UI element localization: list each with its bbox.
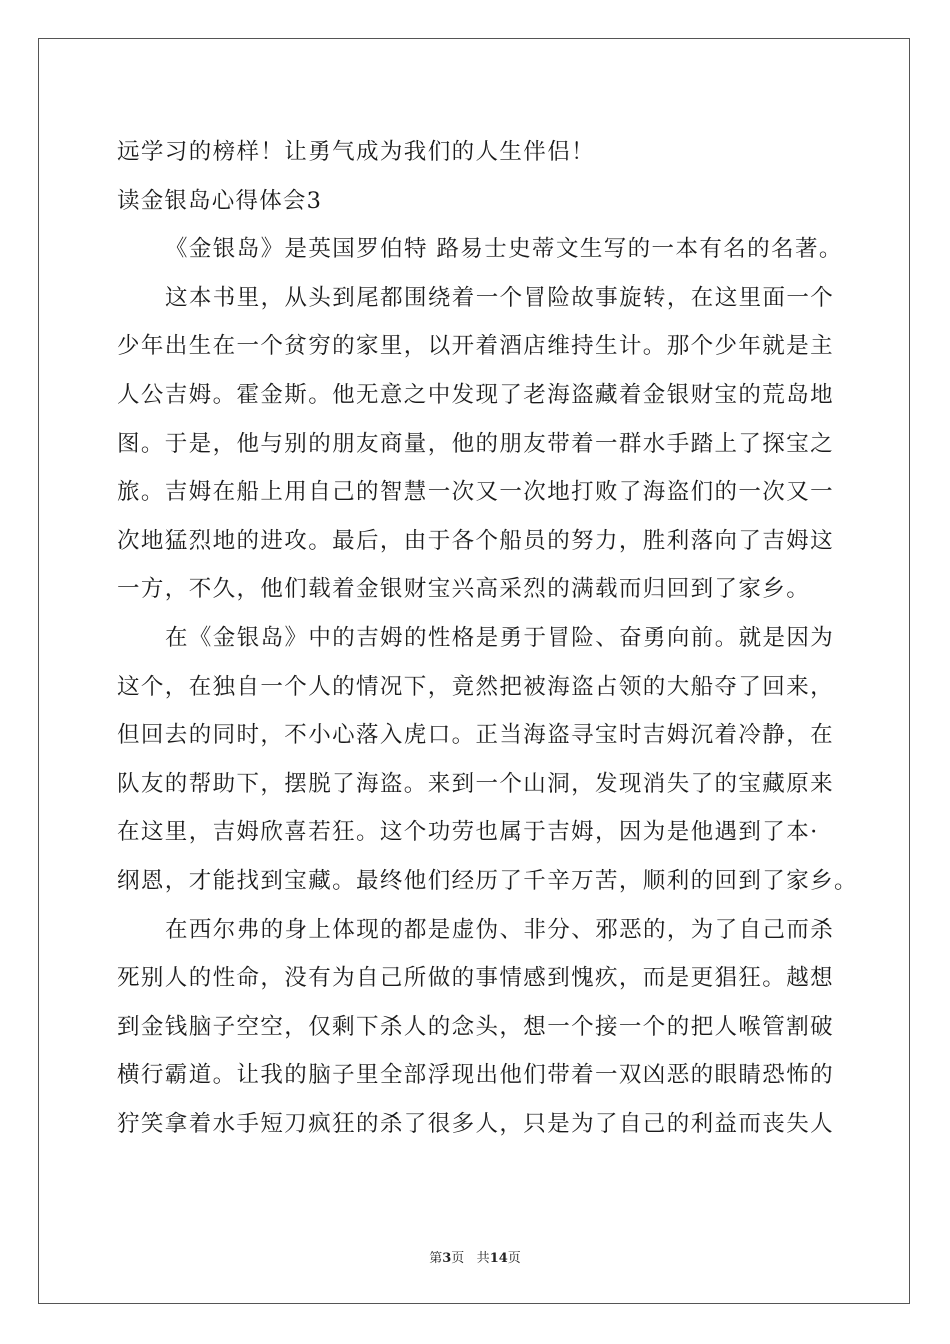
text-line: 在这里，吉姆欣喜若狂。这个功劳也属于吉姆，因为是他遇到了本· bbox=[117, 819, 819, 846]
text-line: 纲恩，才能找到宝藏。最终他们经历了千辛万苦，顺利的回到了家乡。 bbox=[117, 867, 858, 894]
text-line: 一方，不久，他们载着金银财宝兴高采烈的满载而归回到了家乡。 bbox=[117, 576, 811, 603]
section-heading: 读金银岛心得体会3 bbox=[117, 187, 323, 214]
text-line: 次地猛烈地的进攻。最后，由于各个船员的努力，胜利落向了吉姆这 bbox=[117, 527, 835, 554]
total-prefix: 共 bbox=[476, 1251, 490, 1266]
page-suffix: 页 bbox=[451, 1251, 465, 1266]
text-line: 横行霸道。让我的脑子里全部浮现出他们带着一双凶恶的眼睛恐怖的 bbox=[117, 1062, 835, 1089]
page-number: 3 bbox=[442, 1251, 452, 1266]
text-line: 但回去的同时，不小心落入虎口。正当海盗寻宝时吉姆沉着冷静，在 bbox=[117, 722, 835, 749]
text-line: 远学习的榜样！让勇气成为我们的人生伴侣！ bbox=[117, 139, 596, 165]
total-suffix: 页 bbox=[507, 1251, 521, 1266]
document-body bbox=[117, 128, 858, 1148]
text-line: 这本书里，从头到尾都围绕着一个冒险故事旋转，在这里面一个 bbox=[165, 284, 835, 311]
text-line: 在《金银岛》中的吉姆的性格是勇于冒险、奋勇向前。就是因为 bbox=[165, 624, 835, 651]
total-pages: 14 bbox=[489, 1251, 508, 1266]
text-line: 人公吉姆。霍金斯。他无意之中发现了老海盗藏着金银财宝的荒岛地 bbox=[117, 381, 835, 408]
text-line: 到金钱脑子空空，仅剩下杀人的念头，想一个接一个的把人喉管割破 bbox=[117, 1013, 835, 1040]
page-footer bbox=[0, 1247, 950, 1266]
text-line: 图。于是，他与别的朋友商量，他的朋友带着一群水手踏上了探宝之 bbox=[117, 430, 835, 457]
text-line: 这个，在独自一个人的情况下，竟然把被海盗占领的大船夺了回来， bbox=[117, 673, 835, 700]
text-line: 《金银岛》是英国罗伯特 路易士史蒂文生写的一本有名的名著。 bbox=[165, 236, 843, 263]
text-line: 少年出生在一个贫穷的家里，以开着酒店维持生计。那个少年就是主 bbox=[117, 333, 835, 360]
text-line: 死别人的性命，没有为自己所做的事情感到愧疚，而是更猖狂。越想 bbox=[117, 965, 835, 992]
page-prefix: 第 bbox=[429, 1251, 443, 1266]
text-line: 在西尔弗的身上体现的都是虚伪、非分、邪恶的，为了自己而杀 bbox=[165, 916, 835, 943]
text-line: 旅。吉姆在船上用自己的智慧一次又一次地打败了海盗们的一次又一 bbox=[117, 479, 835, 506]
text-line: 队友的帮助下，摆脱了海盗。来到一个山洞，发现消失了的宝藏原来 bbox=[117, 770, 835, 797]
text-line: 狞笑拿着水手短刀疯狂的杀了很多人，只是为了自己的利益而丧失人 bbox=[117, 1110, 835, 1137]
